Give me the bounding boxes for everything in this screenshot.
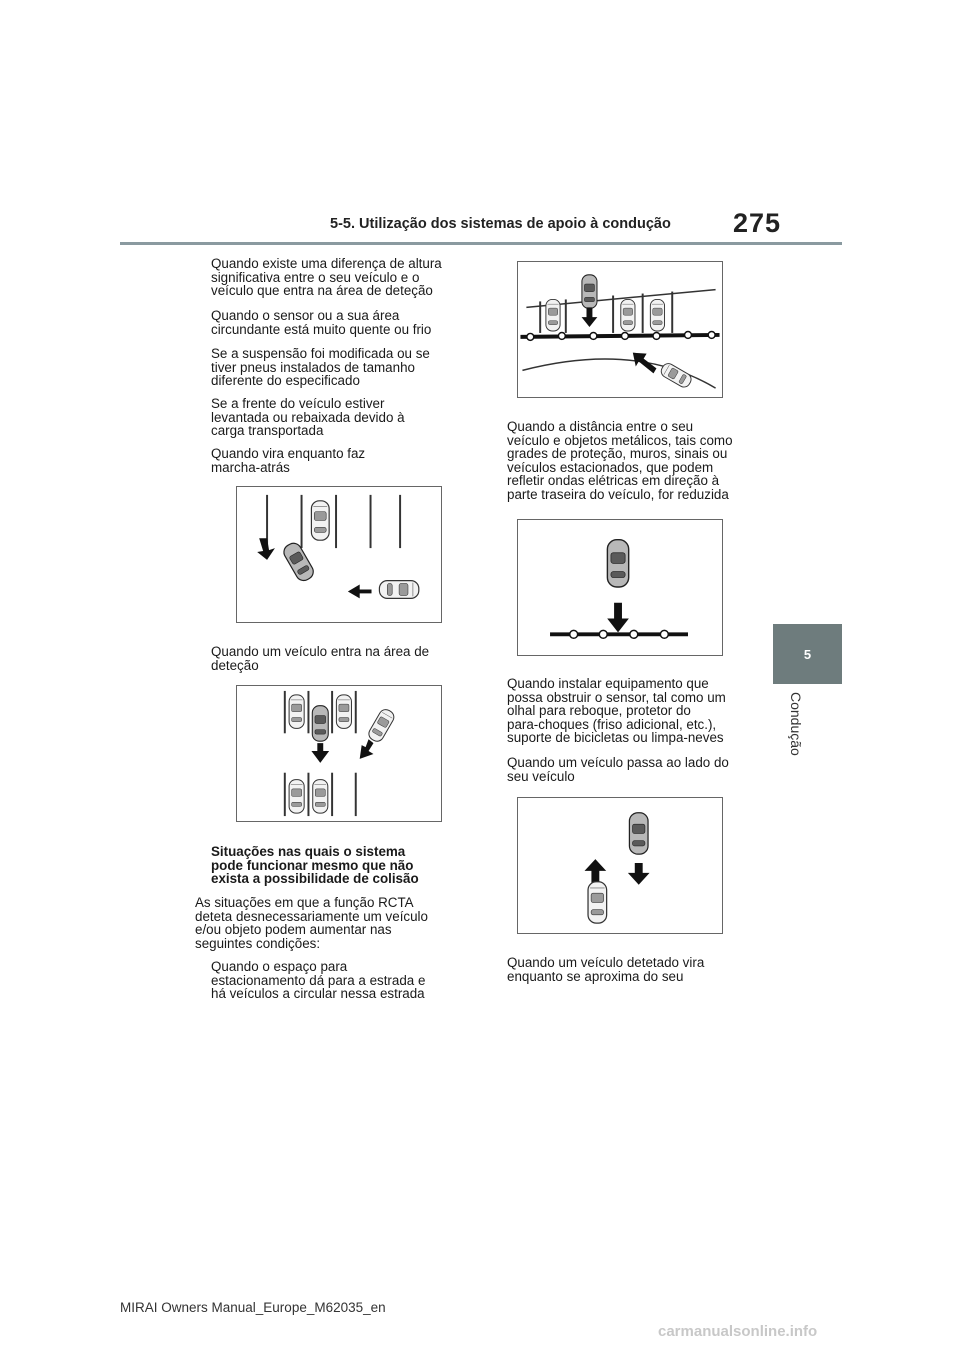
text-metal-objects <box>507 420 733 501</box>
page-number: 275 <box>733 208 782 238</box>
paragraph-rcta <box>195 896 428 950</box>
header-rule <box>120 242 842 245</box>
illustration-vehicle-enters-area-svg <box>237 686 441 821</box>
illustration-metal-objects <box>517 519 723 656</box>
text-line: grades de proteção, muros, sinais ou <box>507 446 728 461</box>
text-sensor-temperature <box>211 309 431 336</box>
illustration-vehicle-passes-beside-svg <box>518 798 722 933</box>
text-line: marcha-atrás <box>211 459 290 475</box>
text-line: Quando um veículo passa ao lado do <box>507 755 729 770</box>
heading-false-detection <box>211 845 419 886</box>
text-line: parte traseira do veículo, for reduzida <box>507 486 729 502</box>
text-equipment-installed <box>507 677 726 745</box>
text-line: seguintes condições: <box>195 935 321 951</box>
text-line: tiver pneus instalados de tamanho <box>211 359 415 375</box>
watermark: carmanualsonline.info <box>658 1323 818 1340</box>
text-line: refletir ondas elétricas em direção à <box>507 473 720 488</box>
text-vehicle-front-raised <box>211 397 405 438</box>
illustration-parking-faces-road <box>517 261 723 398</box>
text-line: circundante está muito quente ou frio <box>211 321 432 337</box>
text-line: para-choques (friso adicional, etc.), <box>507 716 717 732</box>
footer-manual-name: MIRAI Owners Manual_Europe_M62035_en <box>120 1300 386 1315</box>
text-line: e/ou objeto podem aumentar nas <box>195 922 392 937</box>
chapter-label <box>786 692 806 782</box>
illustration-turning-reverse-svg <box>237 487 441 622</box>
text-line: veículo que entra na área de deteção <box>211 283 433 298</box>
text-parking-faces-road <box>211 960 425 1001</box>
section-title: 5-5. Utilização dos sistemas de apoio à condução <box>330 216 671 232</box>
text-vehicle-enters-area <box>211 645 429 672</box>
heading-line: exista a possibilidade de colisão <box>211 871 419 886</box>
text-line: suporte de bicicletas ou limpa-neves <box>507 730 724 745</box>
text-line: significativa entre o seu veículo e o <box>211 269 420 285</box>
text-line: Se a frente do veículo estiver <box>211 396 385 411</box>
text-line: Quando existe uma diferença de altura <box>211 256 442 271</box>
text-line: olhal para reboque, protetor do <box>507 703 691 718</box>
text-line: estacionamento dá para a estrada e <box>211 972 426 988</box>
text-line: Quando instalar equipamento que <box>507 676 709 691</box>
text-line: há veículos a circular nessa estrada <box>211 986 425 1001</box>
illustration-metal-objects-svg <box>518 520 722 655</box>
text-line: Quando o sensor ou a sua área <box>211 308 400 323</box>
illustration-turning-reverse <box>236 486 442 623</box>
text-line: diferente do especificado <box>211 373 360 388</box>
heading-line: pode funcionar mesmo que não <box>211 857 414 873</box>
illustration-parking-faces-road-svg <box>518 262 722 397</box>
heading-line: Situações nas quais o sistema <box>211 844 406 859</box>
chapter-label-text: Condução <box>788 692 804 756</box>
text-detected-vehicle-turns <box>507 956 704 983</box>
illustration-vehicle-passes-beside <box>517 797 723 934</box>
text-line: Se a suspensão foi modificada ou se <box>211 346 430 361</box>
text-line: As situações em que a função RCTA <box>195 895 414 910</box>
text-line: seu veículo <box>507 768 575 784</box>
text-line: possa obstruir o sensor, tal como um <box>507 689 726 705</box>
text-suspension-modified <box>211 347 430 388</box>
text-line: Quando um veículo detetado vira <box>507 955 705 970</box>
text-line: levantada ou rebaixada devido à <box>211 409 405 425</box>
text-line: veículo e objetos metálicos, tais como <box>507 432 733 448</box>
text-line: Quando um veículo entra na área de <box>211 644 430 659</box>
text-height-difference <box>211 257 442 298</box>
text-vehicle-passes-beside <box>507 756 729 783</box>
text-line: Quando vira enquanto faz <box>211 446 366 461</box>
text-turning-reverse <box>211 447 365 474</box>
text-line: Quando o espaço para <box>211 959 348 974</box>
illustration-vehicle-enters-area <box>236 685 442 822</box>
text-line: deteta desnecessariamente um veículo <box>195 908 428 924</box>
chapter-tab[interactable]: 5 <box>773 624 842 684</box>
text-line: deteção <box>211 657 259 673</box>
text-line: carga transportada <box>211 423 324 438</box>
text-line: enquanto se aproxima do seu <box>507 968 684 984</box>
text-line: Quando a distância entre o seu <box>507 419 694 434</box>
text-line: veículos estacionados, que podem <box>507 459 714 475</box>
